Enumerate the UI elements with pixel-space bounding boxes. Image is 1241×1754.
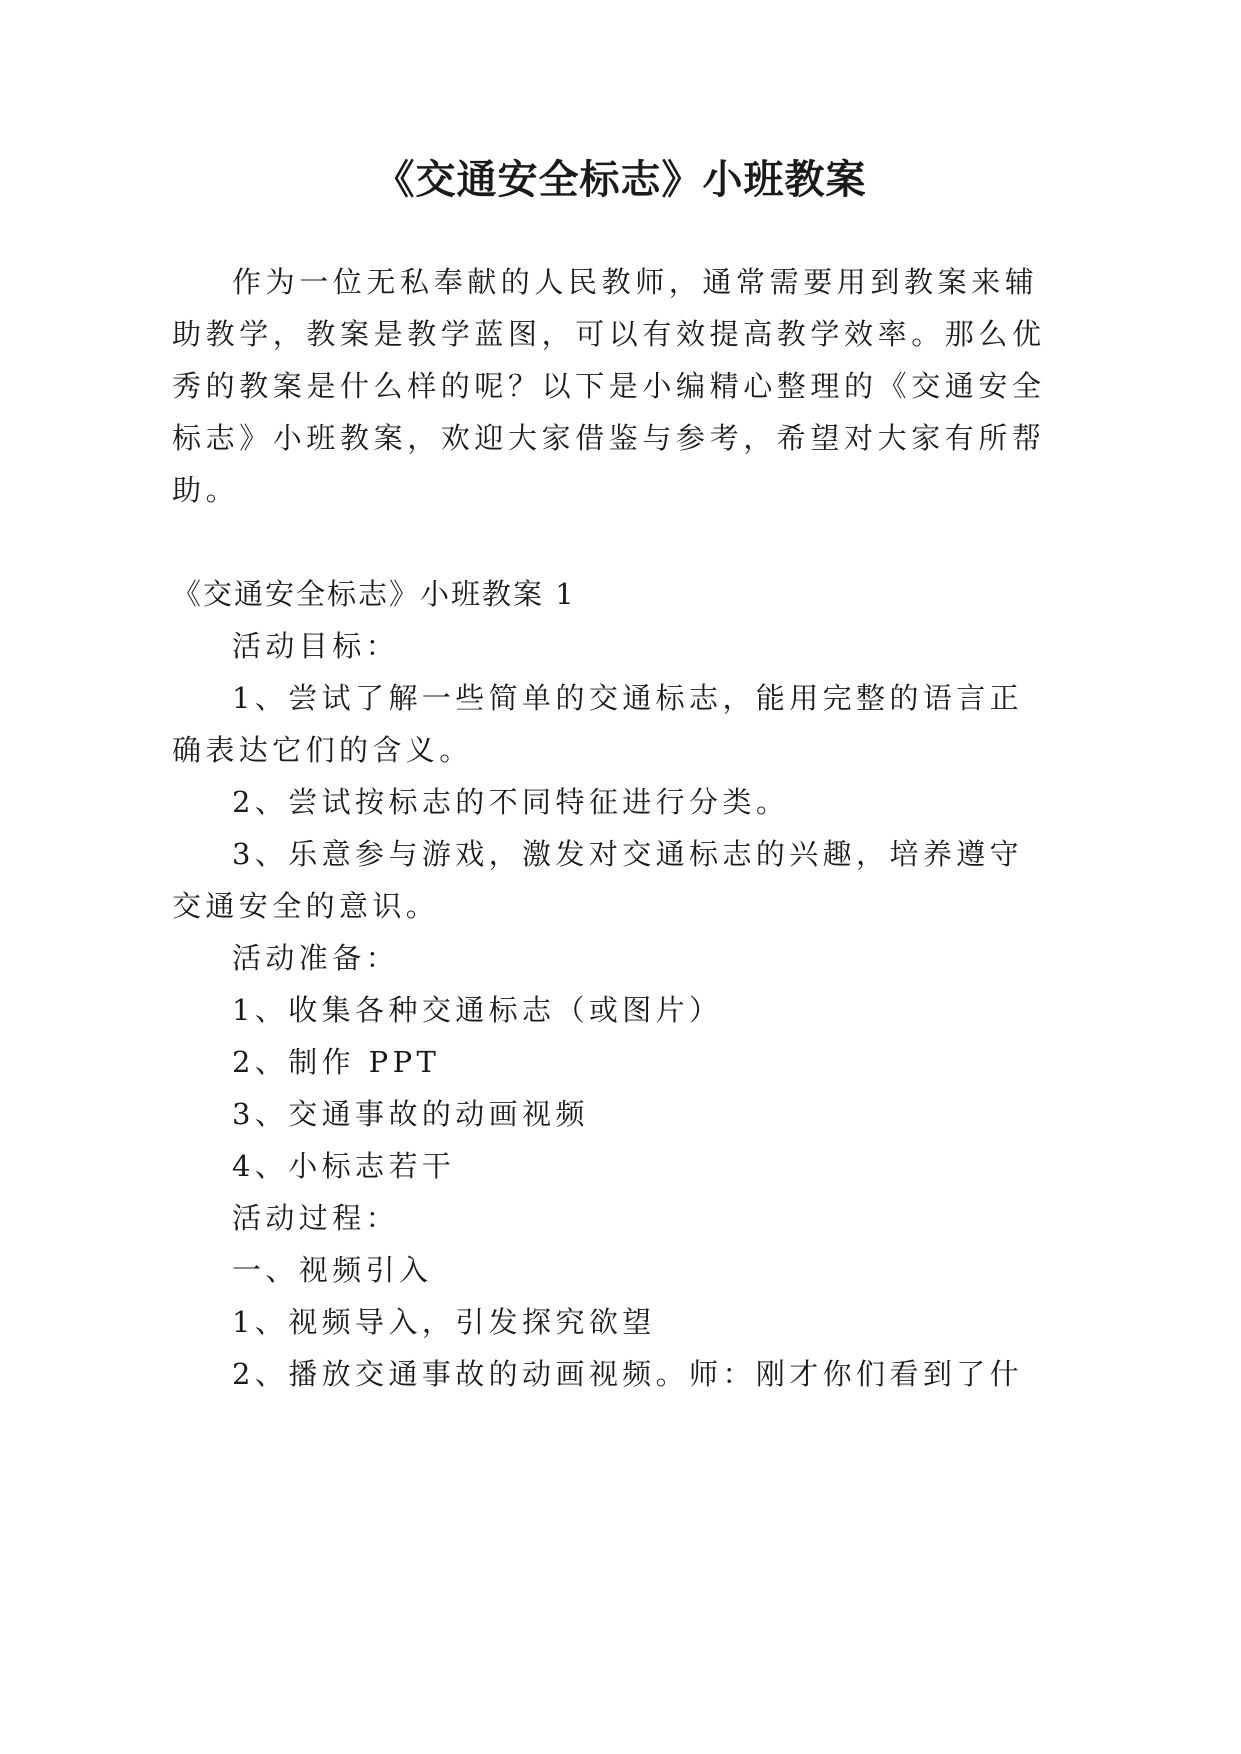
body-line: 活动目标： [232, 629, 400, 663]
body-line: 1、收集各种交通标志（或图片） [232, 993, 723, 1027]
body-line: 2、制作 PPT [232, 1045, 441, 1079]
intro-line-3: 秀的教案是什么样的呢？以下是小编精心整理的《交通安全 [172, 369, 1046, 403]
intro-line-2: 助教学，教案是教学蓝图，可以有效提高教学效率。那么优 [172, 317, 1046, 351]
body-line: 1、视频导入，引发探究欲望 [232, 1305, 656, 1339]
body-line: 4、小标志若干 [232, 1149, 456, 1183]
body-line: 确表达它们的含义。 [172, 733, 473, 767]
body-line: 3、乐意参与游戏，激发对交通标志的兴趣，培养遵守 [232, 837, 1024, 871]
body-line: 交通安全的意识。 [172, 889, 440, 923]
body-line: 2、播放交通事故的动画视频。师：刚才你们看到了什 [232, 1357, 1024, 1391]
intro-line-4: 标志》小班教案，欢迎大家借鉴与参考，希望对大家有所帮 [172, 421, 1046, 455]
intro-line-5: 助。 [172, 473, 240, 507]
body-line: 2、尝试按标志的不同特征进行分类。 [232, 785, 790, 819]
body-line: 活动准备： [232, 941, 400, 975]
body-line: 活动过程： [232, 1201, 400, 1235]
body-line: 1、尝试了解一些简单的交通标志，能用完整的语言正 [232, 681, 1024, 715]
document-title: 《交通安全标志》小班教案 [374, 157, 867, 203]
section-heading: 《交通安全标志》小班教案 1 [172, 577, 576, 611]
intro-line-1: 作为一位无私奉献的人民教师，通常需要用到教案来辅 [232, 265, 1039, 299]
body-line: 3、交通事故的动画视频 [232, 1097, 589, 1131]
body-line: 一、视频引入 [232, 1253, 433, 1287]
